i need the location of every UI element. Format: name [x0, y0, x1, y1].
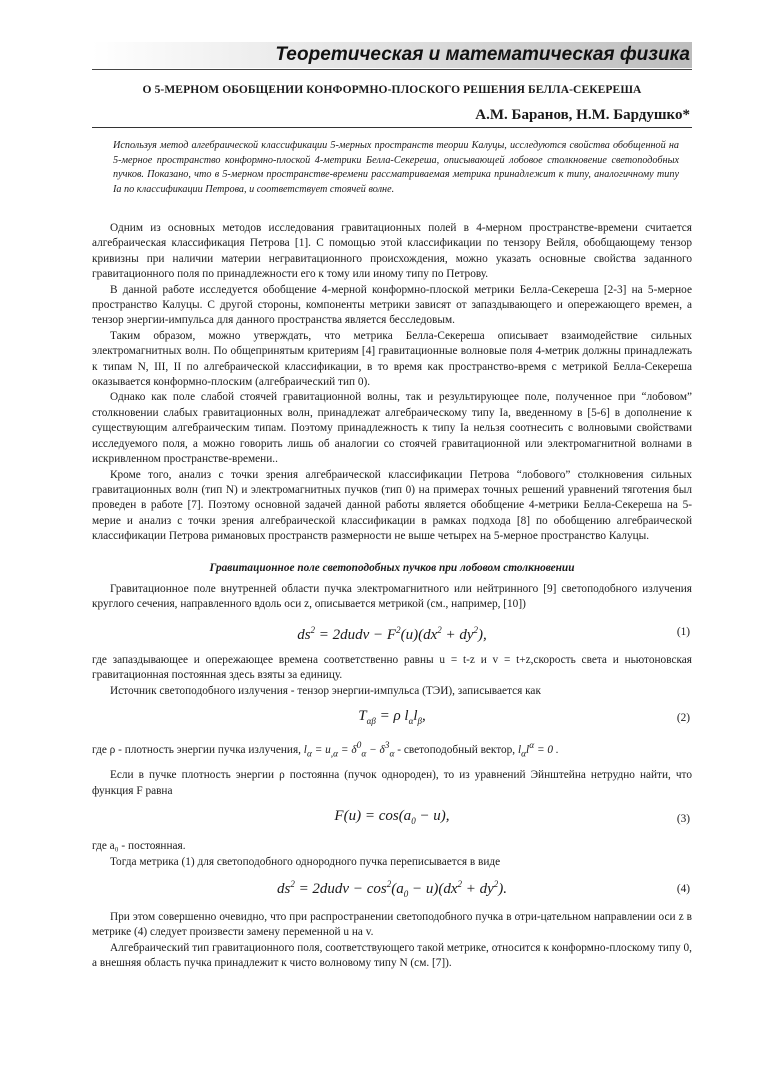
equation-4-body: $ds^2$ = 2dudv − $\cos^2(a_0 - u)(dx^2 + dy^2)$. — [276, 879, 508, 900]
paragraph-1: Одним из основных методов исследования гравитационных полей в 4-мерном пространстве-времени считается алгебраическая классификация Петрова [1]. С помощью этой классификации по тензору Вейля, обобщающему тензор кривизны при наличии материи негравитационного происхождения, можно указать основные свойства заданного гравитационного поля по принадлежности его к тому или иному типу по Петрову. — [92, 222, 692, 281]
section-paragraph-9: Алгебраический тип гравитационного поля, соответствующего такой метрике, относится к конформно-плоскому типу 0, а внешняя область пучка принадлежит к чисто волновому типу N (см. [7]). — [92, 941, 692, 970]
energy-density-text: где ρ - плотность энергии пучка излучения, — [92, 743, 301, 756]
equation-4-number: (4) — [676, 883, 690, 896]
equation-3-body: $F(u) = \cos(a_0 - u)$, — [334, 808, 450, 826]
null-vector-text: - светоподобный вектор, — [397, 743, 516, 756]
equation-4 — [92, 870, 692, 910]
equation-1-number: (1) — [676, 626, 690, 639]
equation-3 — [92, 799, 692, 839]
header-rule — [92, 69, 692, 70]
equation-3-number: (3) — [676, 812, 690, 825]
equation-2-number: (2) — [676, 712, 690, 725]
equation-1-body: $ds^2$ = 2dudv − $F^2(u)(dx^2 + dy^2)$, — [297, 624, 487, 643]
paragraph-5: Кроме того, анализ с точки зрения алгебраической классификации Петрова “лобового” столкновения сильных гравитационных волн (тип N) и электромагнитных пучков (тип 0) на примерах точных решений уравнений тяготения был проведен в работе [7]. Поэтому основной задачей данной работы является обобщение 4-метрики Белла-Секереша на 5-мерие и анализ с точки зрения алгебраической классификации в рамках подхода [8] по обобщению алгебраической классификации Петрова римановых пространств размерности не выше четырех на 5-мерное пространство Калуцы. — [92, 468, 692, 543]
journal-section-title: Теоретическая и математическая физика — [275, 44, 690, 65]
section-paragraph-3: Источник светоподобного излучения - тензор энергии-импульса (ТЭИ), записывается как — [110, 684, 541, 697]
null-vector-formula: $l_\alpha = u_{,\alpha} = \delta^0_\alpha - \delta^3_\alpha$ — [303, 740, 395, 759]
paragraph-4: Однако как поле слабой стоячей гравитационной волны, так и результирующее поле, полученное при “лобовом” столкновении слабых гравитационных волн, принадлежат алгебраическому типу Ia, введенному в [5-6] в дополнение к существующим алгебраическим типам. Поэтому принадлежность к типу Ia нельзя соотнесить с волновыми свойствами исследуемого поля, а можно говорить лишь об аналогии со стоячей гравитационной или электромагнитной волнами в искривленном пространстве-времени.. — [92, 391, 692, 466]
article-title: О 5-МЕРНОМ ОБОБЩЕНИИ КОНФОРМНО-ПЛОСКОГО РЕШЕНИЯ БЕЛЛА-СЕКЕРЕША — [142, 84, 642, 96]
section-paragraph-5: Если в пучке плотность энергии ρ постоянна (пучок однороден), то из уравнений Эйнштейна нетрудно найти, что функция F равна — [92, 769, 692, 797]
section-paragraph-4 — [92, 739, 692, 762]
section-paragraph-1: Гравитационное поле внутренней области пучка электромагнитного или нейтринного [9] светоподобного излучения круглого сечения, направленного вдоль оси z, описывается метрикой (см., например, [10]) — [92, 582, 692, 611]
paragraph-2: В данной работе исследуется обобщение 4-мерной конформно-плоской метрики Белла-Секереша [2-3] на 5-мерное пространство Калуцы. С другой стороны, компоненты метрики зависят от запаздывающего и опережающего времен, а тензор энергии-импульса для данного пространства является бесследовым. — [92, 283, 692, 327]
equation-2-body: $T_{\alpha\beta} = \rho$ $l_\alpha l_\beta$, — [358, 707, 426, 726]
section-paragraph-6: где a₀ - постоянная. — [92, 840, 186, 853]
equation-2 — [92, 699, 692, 739]
null-condition-formula: $l_\alpha l^\alpha = 0$ . — [517, 740, 559, 759]
paragraph-3: Таким образом, можно утверждать, что метрика Белла-Секереша описывает взаимодействие сильных электромагнитных волн. По общепринятым критериям [4] гравитационные волновые поля 4-метрик должны принадлежать к типам N, III, II по алгебраической классификации, в то время как пространство-время с метрикой Белла-Секереша оказывается конформно-плоским (алгебраический тип 0). — [92, 329, 692, 389]
abstract-divider — [92, 127, 692, 128]
section-paragraph-7: Тогда метрика (1) для светоподобного однородного пучка переписывается в виде — [110, 855, 501, 868]
section-heading: Гравитационное поле светоподобных пучков при лобовом столкновении — [209, 561, 575, 574]
article-body — [92, 221, 692, 972]
article-authors: А.М. Баранов, Н.М. Бардушко* — [475, 107, 690, 123]
section-paragraph-2: где запаздывающее и опережающее времена соответственно равны u = t-z и v = t+z,скорость света и ньютоновская гравитационная постоянная здесь взяты за единицу. — [92, 653, 692, 682]
article-abstract: Используя метод алгебраической классификации 5-мерных пространств теории Калуцы, исследуются свойства обобщенной на 5-мерное пространство конформно-плоской 4-метрики Белла-Секереша, описывающей лобовое столкновение светоподобных пучков. Показано, что в 5-мерном пространстве-времени рассматриваемая метрика принадлежит к типу, аналогичному типу Ia по классификации Петрова, и соответствует стоячей волне. — [113, 140, 679, 195]
section-paragraph-8: При этом совершенно очевидно, что при распространении светоподобного пучка в отри-цательном направлении оси z в метрике (4) следует произвести замену переменной u на v. — [92, 911, 692, 939]
equation-1 — [92, 613, 692, 653]
